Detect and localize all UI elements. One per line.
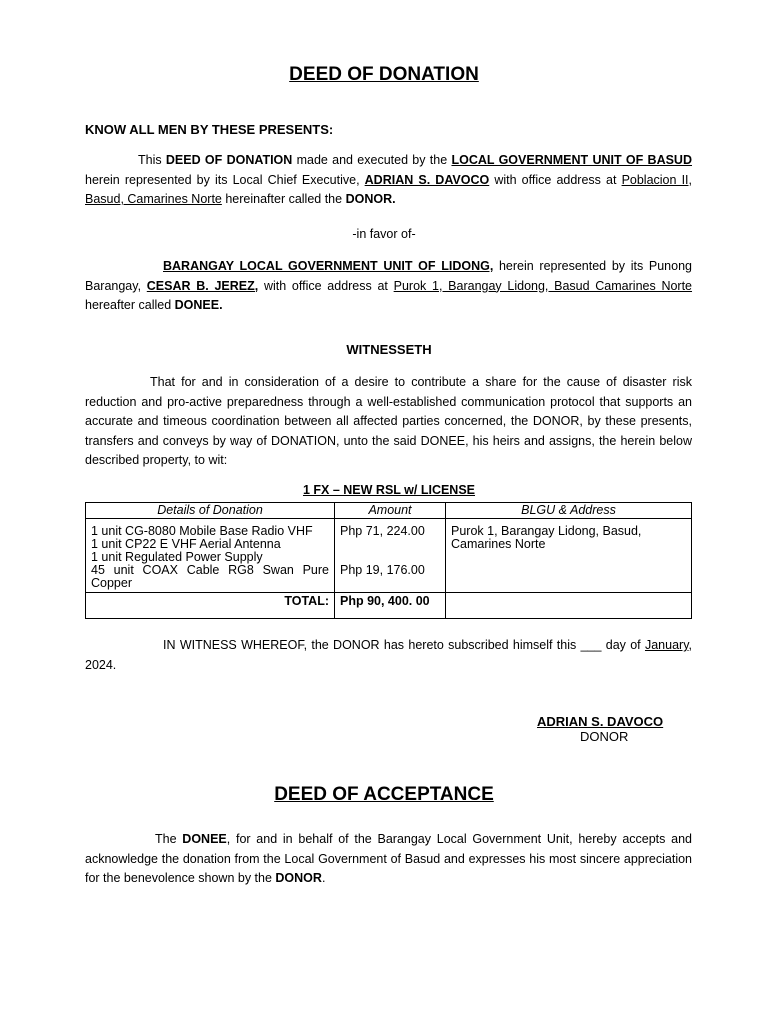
witness-whereof-paragraph: IN WITNESS WHEREOF, the DONOR has hereto subscribed himself this ___ day of January, 2024. xyxy=(85,638,692,672)
total-value: Php 90, 400. 00 xyxy=(335,593,446,619)
consideration-paragraph: That for and in consideration of a desire to contribute a share for the cause of disaster risk reduction and pro-active preparedness through a well-established communication protocol that supports an accurate and timeous coordination between all affected parties concerned, the DONOR, by these presents, transfers and conveys by way of DONATION, unto the said DONEE, his heirs and assigns, the herein below described property, to wit: xyxy=(85,375,692,467)
in-favor-of: -in favor of- xyxy=(352,227,416,241)
header-blgu-address: BLGU & Address xyxy=(446,503,692,519)
table-total-row xyxy=(86,593,692,619)
signatory-name: ADRIAN S. DAVOCO xyxy=(537,714,664,729)
deed-of-acceptance-title: DEED OF ACCEPTANCE xyxy=(274,784,494,805)
total-empty-cell xyxy=(446,593,692,619)
deed-of-donation-title: DEED OF DONATION xyxy=(289,64,479,85)
table-title: 1 FX – NEW RSL w/ LICENSE xyxy=(302,483,476,497)
intro-heading: KNOW ALL MEN BY THESE PRESENTS: xyxy=(85,122,334,137)
signatory-role: DONOR xyxy=(580,729,629,744)
header-details: Details of Donation xyxy=(86,503,335,519)
details-cell xyxy=(86,519,335,593)
list-item: 1 unit Regulated Power Supply xyxy=(91,550,263,564)
donee-paragraph: BARANGAY LOCAL GOVERNMENT UNIT OF LIDONG, herein represented by its Punong Barangay, CESAR B. JEREZ, with office address at Purok 1, Barangay Lidong, Basud Camarines Norte hereafter called DONEE. xyxy=(85,259,693,312)
table-header-row xyxy=(86,503,692,519)
donor-paragraph: This DEED OF DONATION made and executed by the LOCAL GOVERNMENT UNIT OF BASUD herein represented by its Local Chief Executive, ADRIAN S. DAVOCO with office address at Poblacion II, Basud, Camarines Norte hereinafter called the DONOR. xyxy=(85,153,692,206)
donation-table xyxy=(85,502,692,619)
total-label: TOTAL: xyxy=(86,593,335,619)
address-cell: Purok 1, Barangay Lidong, Basud, Camarines Norte xyxy=(446,519,692,593)
list-item: 1 unit CP22 E VHF Aerial Antenna xyxy=(91,537,281,551)
amount-2: Php 19, 176.00 xyxy=(340,563,425,577)
witnesseth-heading: WITNESSETH xyxy=(346,342,432,357)
amount-cell xyxy=(335,519,446,593)
acceptance-paragraph: The DONEE, for and in behalf of the Barangay Local Government Unit, hereby accepts and acknowledge the donation from the Local Government of Basud and expresses his most sincere appreciation for the benevolence shown by the DONOR. xyxy=(85,832,693,885)
amount-1: Php 71, 224.00 xyxy=(340,524,425,538)
list-item: 45 unit COAX Cable RG8 Swan Pure Copper xyxy=(91,563,329,590)
header-amount: Amount xyxy=(335,503,446,519)
list-item: 1 unit CG-8080 Mobile Base Radio VHF xyxy=(91,524,313,538)
table-row xyxy=(86,519,692,593)
